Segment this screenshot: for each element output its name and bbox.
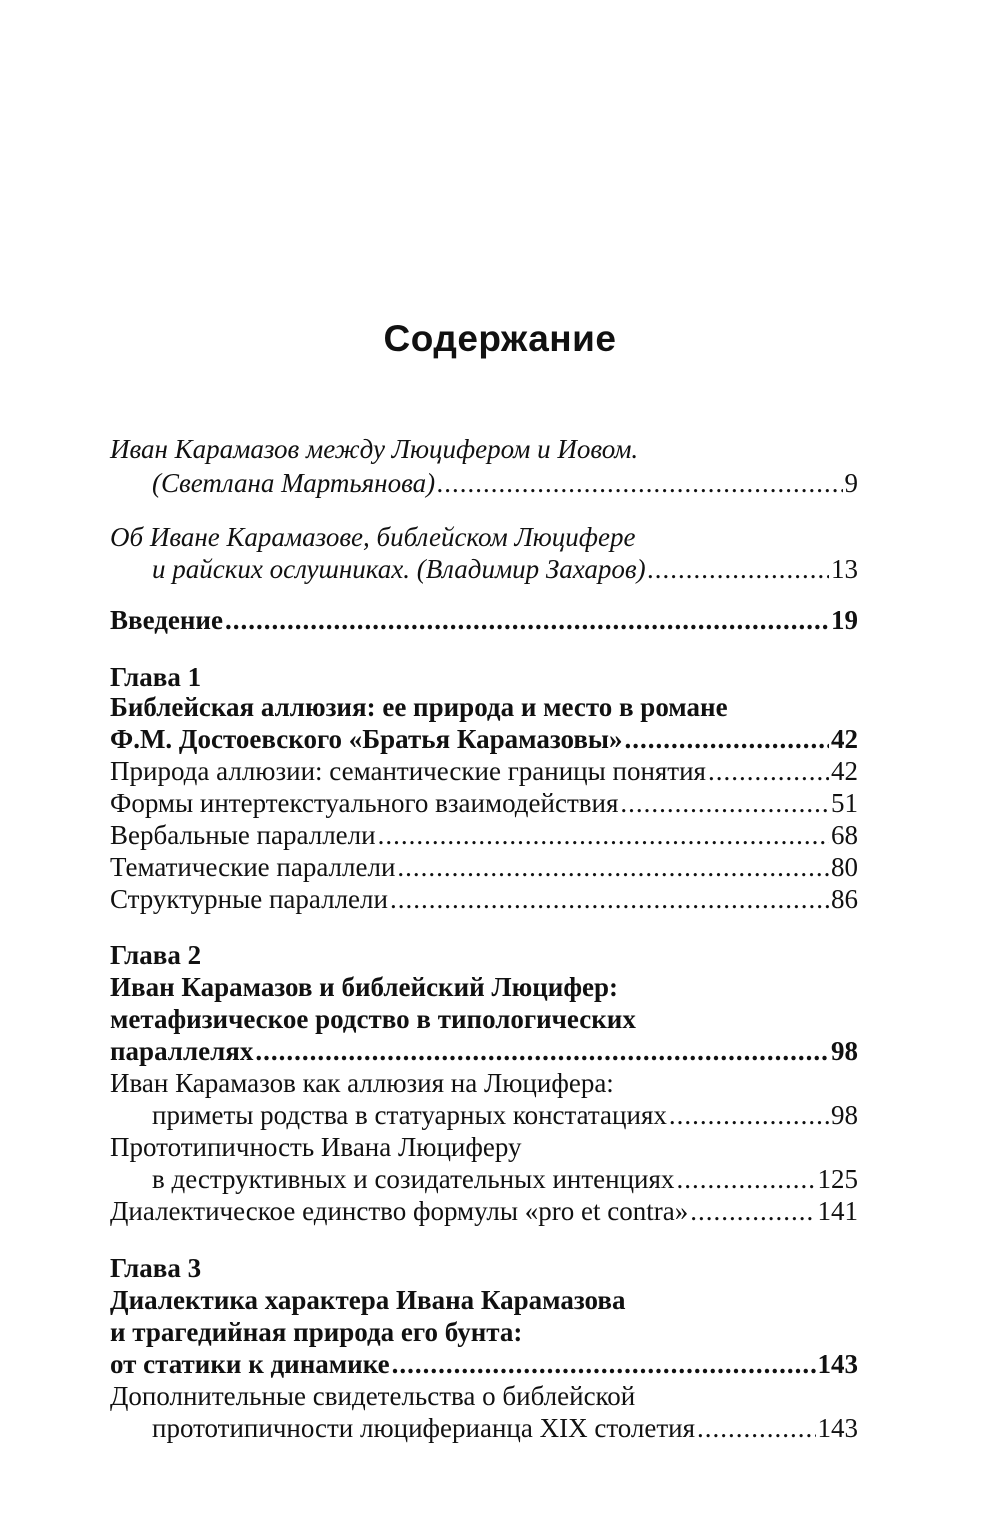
toc-entry-1-4: Тематические параллели ..... 80 bbox=[110, 850, 858, 884]
chapter-2-title-line-3: параллелях ..... 98 bbox=[110, 1034, 858, 1068]
page-number: 98 bbox=[831, 1100, 858, 1130]
dot-leader bbox=[625, 722, 830, 756]
toc-entry-2-1-line-2: приметы родства в статуарных констатациях ..... 98 bbox=[152, 1098, 858, 1132]
toc-entry-1-3: Вербальные параллели ..... 68 bbox=[110, 818, 858, 852]
toc-entry-1-5: Структурные параллели ..... 86 bbox=[110, 882, 858, 916]
page-number: 42 bbox=[831, 724, 858, 754]
chapter-3-title-line-2: и трагедийная природа его бунта: bbox=[110, 1317, 523, 1347]
dot-leader bbox=[378, 818, 829, 852]
page-number: 98 bbox=[831, 1036, 858, 1066]
page-number: 68 bbox=[831, 820, 858, 850]
chapter-3-label: Глава 3 bbox=[110, 1253, 202, 1283]
toc-entry-foreword-1-line-1: Иван Карамазов между Люцифером и Иовом. bbox=[110, 434, 639, 464]
toc-entry-introduction: Введение ..... 19 bbox=[110, 603, 858, 637]
toc-entry-2-1-line-1: Иван Карамазов как аллюзия на Люцифера: bbox=[110, 1068, 614, 1098]
dot-leader bbox=[390, 882, 829, 916]
chapter-1-label: Глава 1 bbox=[110, 662, 202, 692]
dot-leader bbox=[708, 754, 829, 788]
toc-entry-foreword-2-line-1: Об Иване Карамазове, библейском Люцифере bbox=[110, 522, 636, 552]
page-number: 42 bbox=[831, 756, 858, 786]
dot-leader bbox=[620, 786, 829, 820]
dot-leader bbox=[255, 1034, 829, 1068]
chapter-1-title-line-2: Ф.М. Достоевского «Братья Карамазовы» ..... 42 bbox=[110, 722, 858, 756]
page-number: 125 bbox=[817, 1164, 858, 1194]
page-number: 9 bbox=[844, 468, 858, 498]
page-number: 86 bbox=[831, 884, 858, 914]
page-number: 13 bbox=[831, 554, 858, 584]
toc-entry-1-2: Формы интертекстуального взаимодействия ..... 51 bbox=[110, 786, 858, 820]
page-number: 141 bbox=[817, 1196, 858, 1226]
toc-entry-3-1-line-1: Дополнительные свидетельства о библейской bbox=[110, 1381, 636, 1411]
chapter-2-title-line-2: метафизическое родство в типологических bbox=[110, 1004, 636, 1034]
chapter-2-label: Глава 2 bbox=[110, 940, 202, 970]
page-title: Содержание bbox=[383, 318, 617, 359]
chapter-1-title-line-1: Библейская аллюзия: ее природа и место в романе bbox=[110, 692, 728, 722]
dot-leader bbox=[437, 466, 842, 500]
dot-leader bbox=[648, 552, 829, 586]
toc-entry-1-1: Природа аллюзии: семантические границы понятия ..... 42 bbox=[110, 754, 858, 788]
toc-entry-2-2-line-2: в деструктивных и созидательных интенциях ..... 125 bbox=[152, 1162, 858, 1196]
page-number: 19 bbox=[831, 605, 858, 635]
page-number: 143 bbox=[817, 1349, 858, 1379]
toc-entry-foreword-2-line-2: и райских ослушниках. (Владимир Захаров) ..... 13 bbox=[152, 552, 858, 586]
dot-leader bbox=[225, 603, 829, 637]
chapter-2-title-line-1: Иван Карамазов и библейский Люцифер: bbox=[110, 972, 619, 1002]
toc-entry-3-1-line-2: прототипичности люциферианца XIX столетия ..... 143 bbox=[152, 1411, 858, 1445]
dot-leader bbox=[392, 1347, 816, 1381]
page-number: 80 bbox=[831, 852, 858, 882]
dot-leader bbox=[676, 1162, 815, 1196]
page-number: 143 bbox=[817, 1413, 858, 1443]
toc-entry-foreword-1-line-2: (Светлана Мартьянова) ..... 9 bbox=[152, 466, 858, 500]
toc-entry-2-2-line-1: Прототипичность Ивана Люциферу bbox=[110, 1132, 522, 1162]
chapter-3-title-line-3: от статики к динамике ..... 143 bbox=[110, 1347, 858, 1381]
page-number: 51 bbox=[831, 788, 858, 818]
dot-leader bbox=[697, 1411, 815, 1445]
dot-leader bbox=[397, 850, 829, 884]
chapter-3-title-line-1: Диалектика характера Ивана Карамазова bbox=[110, 1285, 626, 1315]
toc-entry-2-3: Диалектическое единство формулы «pro et contra» ..... 141 bbox=[110, 1194, 858, 1228]
dot-leader bbox=[669, 1098, 829, 1132]
dot-leader bbox=[690, 1194, 815, 1228]
